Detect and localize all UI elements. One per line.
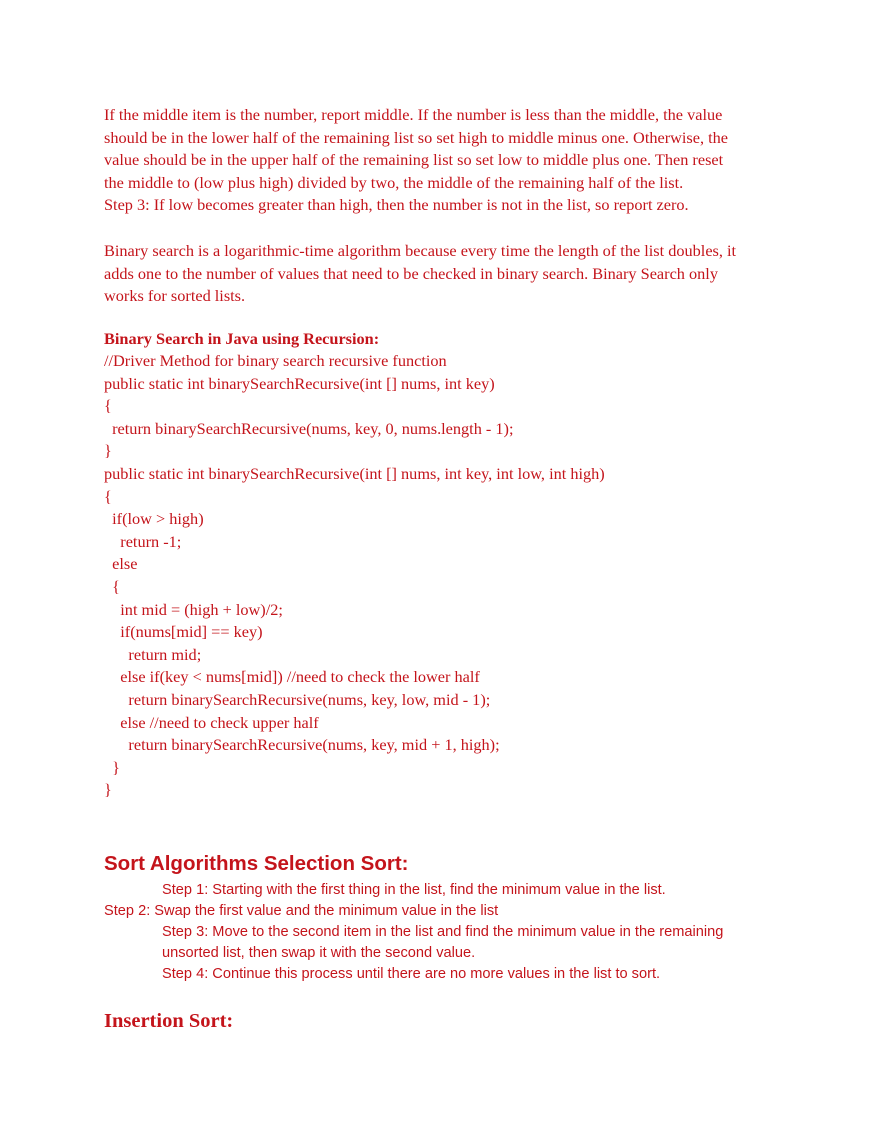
code-line: else if(key < nums[mid]) //need to check the lower half: [104, 667, 480, 687]
step-line: Step 4: Continue this process until there are no more values in the list to sort.: [162, 966, 661, 982]
code-line: }: [104, 780, 112, 800]
code-line: return binarySearchRecursive(nums, key, low, mid - 1);: [104, 689, 491, 709]
code-line: return -1;: [104, 531, 182, 551]
paragraph-line: value should be in the upper half of the remaining list so set low to middle plus one. Then reset: [104, 150, 724, 170]
step-line: Step 3: Move to the second item in the list and find the minimum value in the remaining: [162, 924, 724, 940]
paragraph-line: Binary search is a logarithmic-time algorithm because every time the length of the list doubles, it: [104, 241, 737, 260]
step-line: Step 1: Starting with the first thing in the list, find the minimum value in the list.: [162, 882, 666, 898]
code-line: public static int binarySearchRecursive(int [] nums, int key): [104, 373, 495, 393]
paragraph-line: works for sorted lists.: [104, 286, 246, 306]
code-line: }: [104, 757, 120, 777]
code-line: public static int binarySearchRecursive(int [] nums, int key, int low, int high): [104, 463, 605, 483]
paragraph-line: the middle to (low plus high) divided by two, the middle of the remaining half of the list.: [104, 172, 684, 192]
code-line: }: [104, 441, 112, 461]
code-line: if(low > high): [104, 509, 204, 529]
code-line: {: [104, 396, 112, 416]
code-line: return mid;: [104, 644, 202, 664]
code-line: int mid = (high + low)/2;: [104, 599, 283, 619]
binary-search-code-block: [104, 328, 804, 802]
code-line: //Driver Method for binary search recursive function: [104, 351, 447, 370]
selection-sort-heading: Sort Algorithms Selection Sort:: [104, 852, 409, 875]
intro-paragraph: [104, 104, 794, 217]
code-line: return binarySearchRecursive(nums, key, mid + 1, high);: [104, 735, 500, 755]
selection-sort-steps: [104, 880, 804, 985]
code-line: return binarySearchRecursive(nums, key, 0, nums.length - 1);: [104, 418, 514, 438]
paragraph-line: should be in the lower half of the remaining list so set high to middle minus one. Otherwise, the: [104, 127, 729, 147]
paragraph-line: Step 3: If low becomes greater than high, then the number is not in the list, so report zero.: [104, 195, 689, 215]
code-line: {: [104, 486, 112, 506]
paragraph-line: adds one to the number of values that need to be checked in binary search. Binary Search only: [104, 263, 718, 283]
code-heading: Binary Search in Java using Recursion:: [104, 329, 380, 348]
code-line: if(nums[mid] == key): [104, 622, 263, 642]
insertion-sort-heading: Insertion Sort:: [104, 1010, 234, 1032]
step-line: unsorted list, then swap it with the second value.: [162, 945, 476, 961]
complexity-paragraph: [104, 240, 794, 308]
paragraph-line: If the middle item is the number, report middle. If the number is less than the middle, the value: [104, 105, 723, 124]
code-line: {: [104, 576, 120, 596]
step-line: Step 2: Swap the first value and the minimum value in the list: [104, 903, 499, 919]
code-line: else: [104, 554, 138, 574]
code-line: else //need to check upper half: [104, 712, 319, 732]
